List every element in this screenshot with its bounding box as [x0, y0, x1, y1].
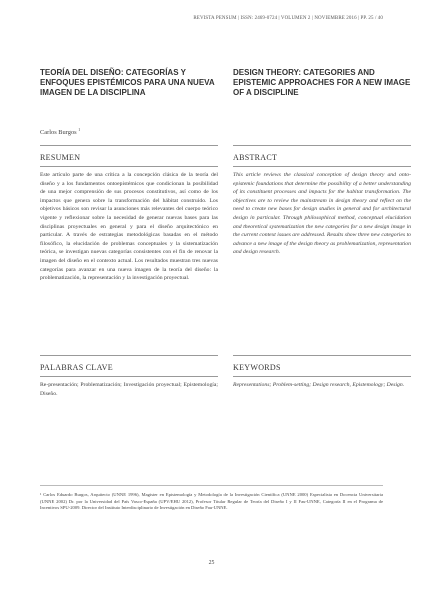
article-title-english: DESIGN THEORY: CATEGORIES AND EPISTEMIC APPROACHES FOR A NEW IMAGE OF A DISCIPLINE [233, 68, 411, 97]
abstract-text: This article reviews the classical conception of design theory and onto-epistemic foundations that determine the possibility of a better understanding of its constituent processes and impacts for the habitat transformation. The objectives are to review the mainstream in design theory and reflect on the need to create new bases for design studies in general and for architectural design in particular. Through philosophical method, conceptual elucidation and theoretical systematization the new categories for a new design image in the current context issues are addressed. Results show three new categories to advance a new image of the design theory as problematization, representation and design research. [233, 172, 411, 256]
resumen-bottom-rule [40, 166, 218, 167]
palabras-clave-text: Re-presentación; Problematización; Investigación proyectual; Epistemología; Diseño. [40, 382, 218, 397]
abstract-heading: ABSTRACT [233, 153, 278, 162]
keywords-bottom-rule [233, 376, 411, 377]
keywords-heading: KEYWORDS [233, 363, 281, 372]
resumen-top-rule [40, 145, 218, 146]
abstract-bottom-rule [233, 166, 411, 167]
page-number: 25 [208, 560, 215, 566]
author-name-text: Carlos Burgos [40, 129, 77, 137]
palabras-clave-top-rule [40, 355, 218, 356]
author-name [40, 127, 80, 136]
resumen-text: Este artículo parte de una crítica a la concepción clásica de la teoría del diseño y a los fundamentos ontoepistémicos que condicionan la posibilidad de una mejor comprensión de sus procesos constitutivos, así como de los impactos que genera sobre la transformación del hábitat construido. Los objetivos básicos son revisar la asunciones más relevantes del cuerpo teórico vigente y reflexionar sobre la necesidad de generar nuevas bases para las disciplinas proyectuales en general y para el diseño arquitectónico en particular. A través de estrategias metodológicas basadas en el método filosófico, la elucidación de problemas conceptuales y la sistematización teórica, se investigan nuevas categorías consistentes con el fin de renovar la imagen del diseño en el contexto actual. Los resultados muestran tres nuevas categorías para avanzar en una nueva imagen de la teoría del diseño: la problematización, la representación y la investigación proyectual. [40, 172, 218, 282]
running-head: REVISTA PENSUM | ISSN: 2469-0724 | VOLUMEN 2 | NOVIEMBRE 2016 | PP. 25 / 40 [193, 16, 383, 21]
author-footnote-mark: 1 [78, 127, 81, 132]
resumen-heading: RESUMEN [40, 153, 81, 162]
keywords-text: Representations; Problem-setting; Design research, Epistemology; Design. [233, 382, 405, 388]
author-footnote: ¹ Carlos Eduardo Burgos, Arquitecto (UNNE 1996), Magister en Epistemología y Metodología de la Investigación Científica (UNNE 2000) Especialista en Docencia Universitaria (UNNE 2002) Dr. por la Universidad del País Vasco-España (UPV/EHU 2012), Profesor Titular Regular de Teoría del Diseño I y II Fau-UNNE, Categoría II en el Programa de Incentivos SPU-2009. Director del Instituto Interdisciplinario de Investigación en Diseño Fau-UNNE. [40, 492, 383, 511]
palabras-clave-bottom-rule [40, 376, 218, 377]
footnote-rule [40, 485, 383, 486]
palabras-clave-heading: PALABRAS CLAVE [40, 363, 113, 372]
abstract-top-rule [233, 145, 411, 146]
keywords-top-rule [233, 355, 411, 356]
article-title-spanish: TEORÍA DEL DISEÑO: CATEGORÍAS Y ENFOQUES EPISTÉMICOS PARA UNA NUEVA IMAGEN DE LA DISCIPLINA [40, 68, 215, 97]
